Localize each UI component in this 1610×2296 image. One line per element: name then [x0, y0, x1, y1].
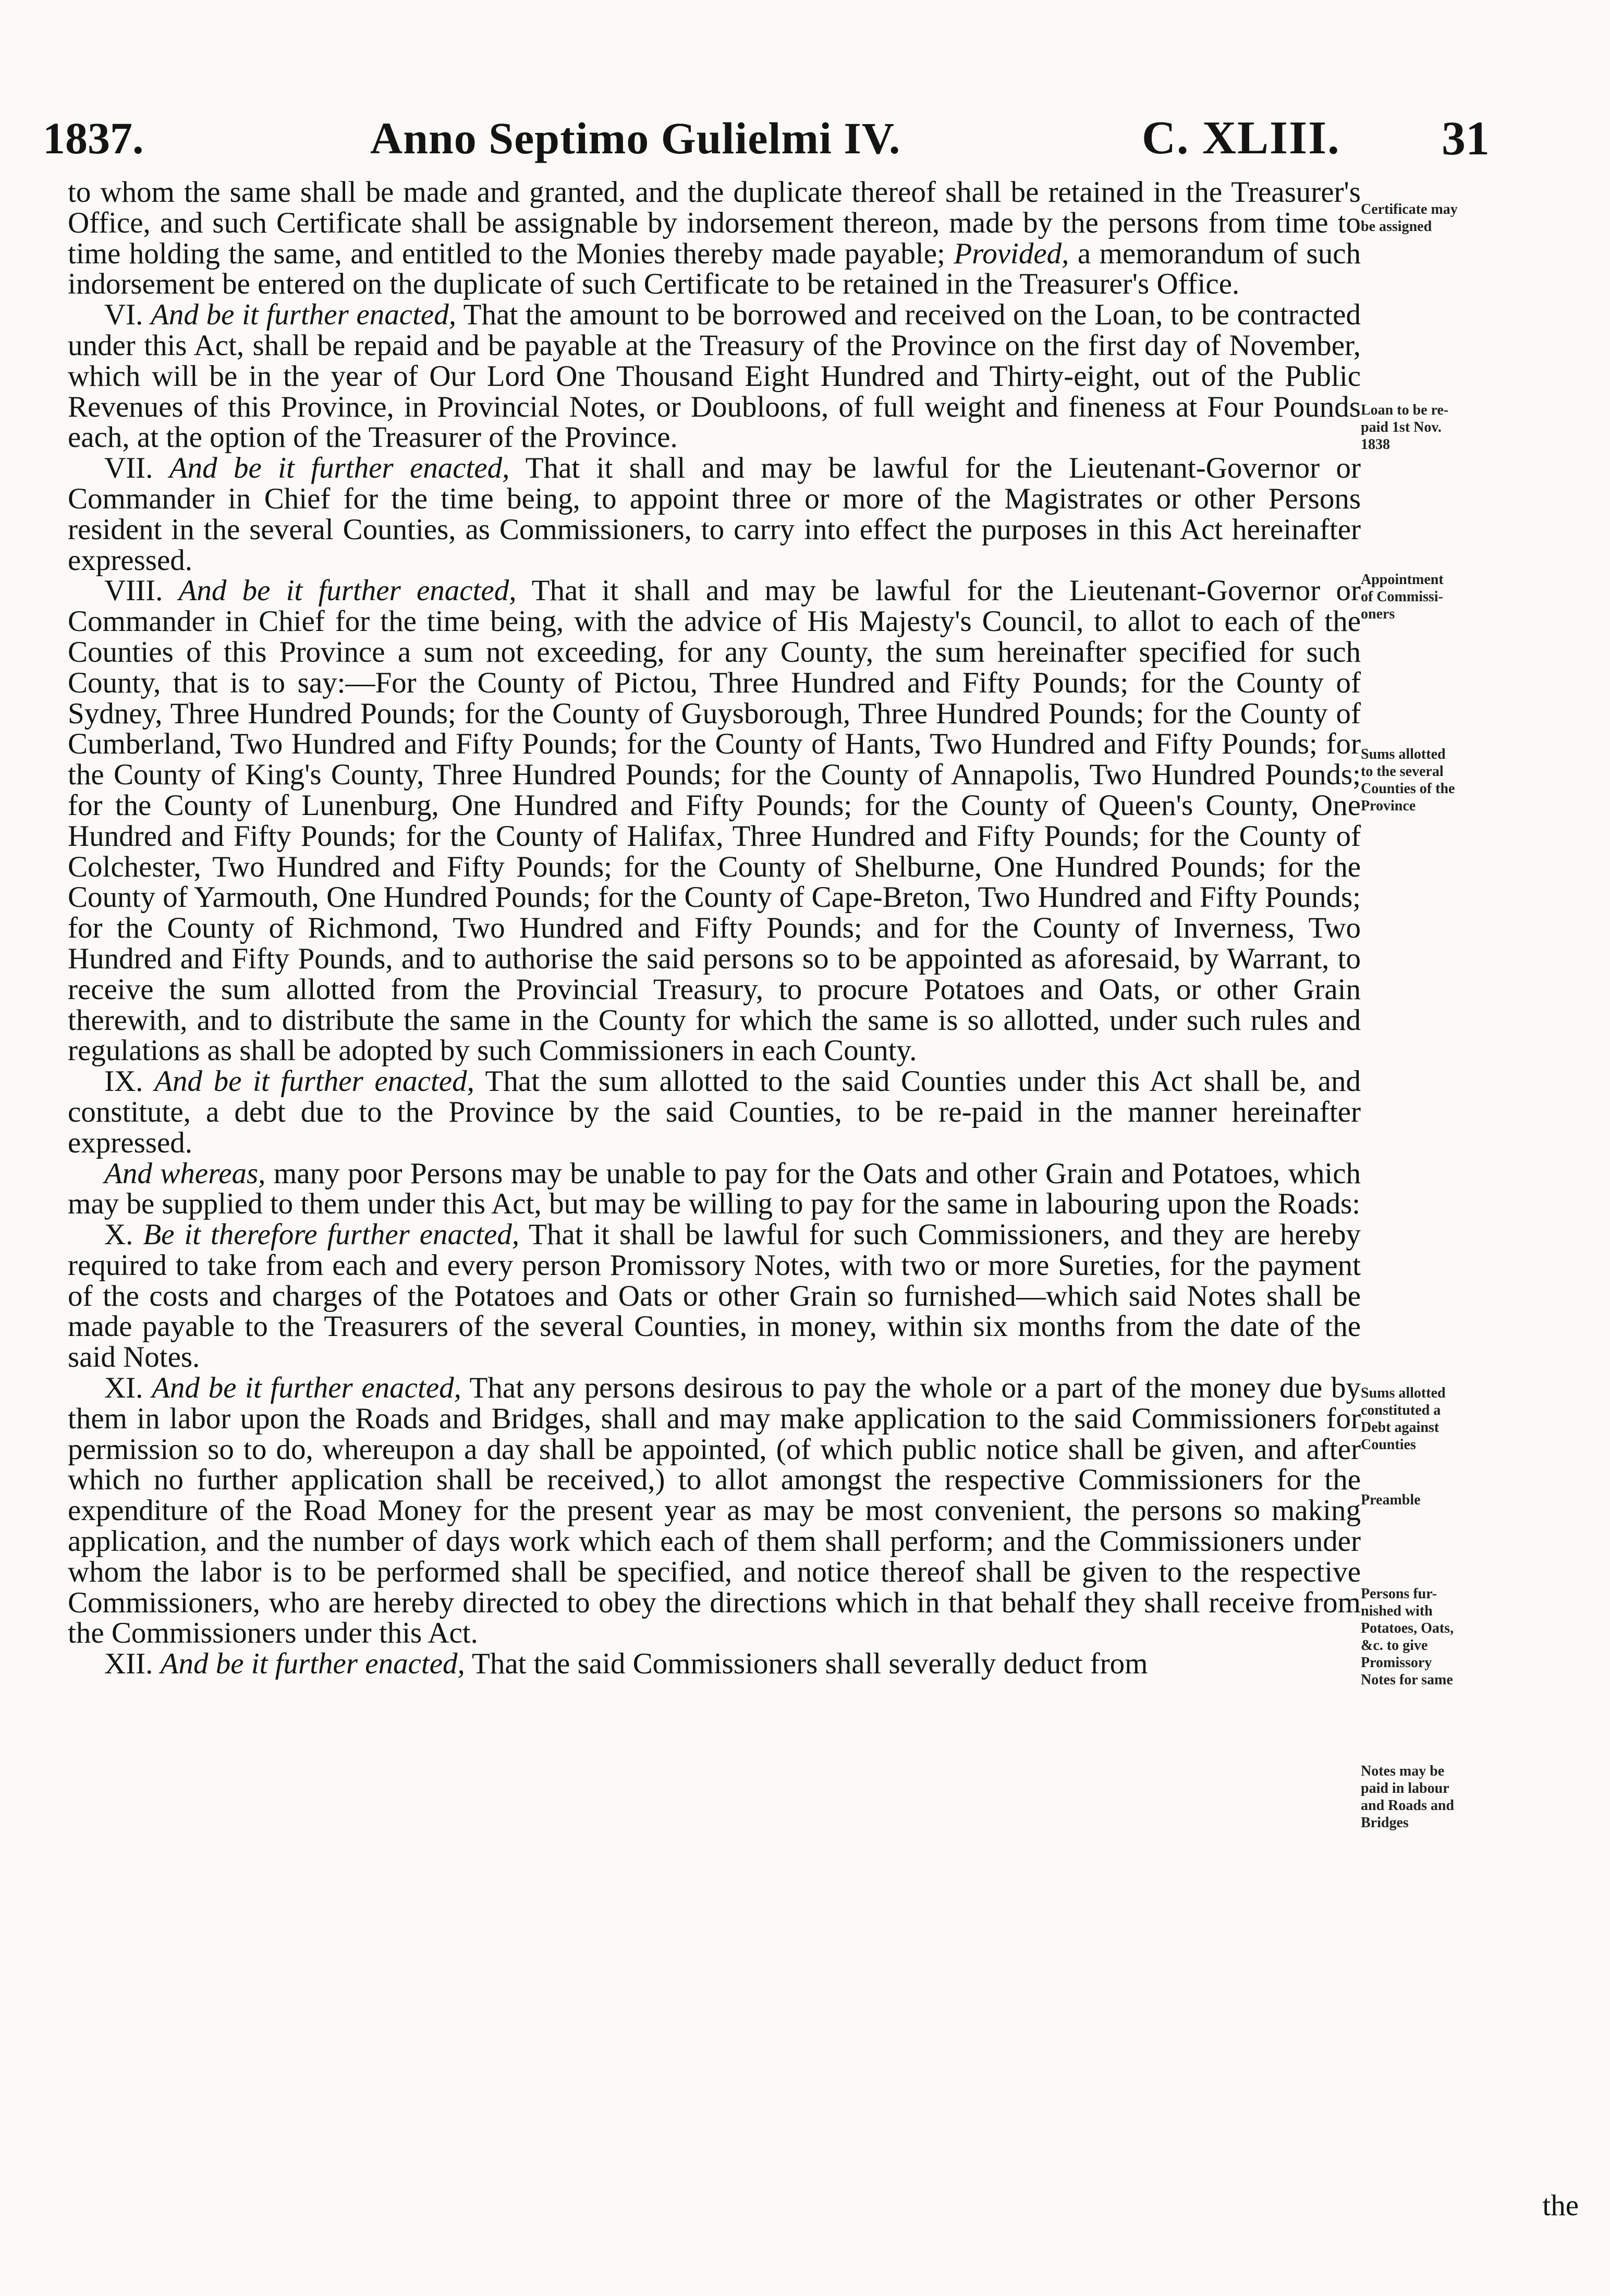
margin-note-line: to the several: [1361, 763, 1444, 780]
margin-note-line: Potatoes, Oats,: [1361, 1620, 1454, 1636]
enacting-clause: And be it further enacted,: [160, 1647, 465, 1681]
section-11: [68, 1373, 1361, 1649]
section-text: That any persons desirous to pay the whole or a part of the money due by them in labor upon the Roads and Bridges, shall and may make application to the said Commissioners for permission so to do, whereupon a day shall be appointed, (of which public notice shall be given, and after which no further application shall be received,) to allot amongst the respective Commissioners for the expenditure of the Road Money for the present year as may be most convenient, the persons so making application, and the number of days work which each of them shall perform; and the Commissioners under whom the labor is to be performed shall be specified, and notice thereof shall be given to the respective Commissioners, who are hereby directed to obey the directions which in that behalf they shall receive from the Commissioners under this Act.: [68, 1371, 1361, 1650]
section-8: [68, 576, 1361, 1066]
section-text: That the sum allotted to the said Counties under this Act shall be, and constitute, a debt due to the Province by the said Counties, to be re-paid in the manner hereinafter expressed.: [68, 1065, 1361, 1159]
section-text: That it shall and may be lawful for the Lieutenant-Governor or Commander in Chief for the time being, to appoint three or more of the Magistrates or other Persons resident in the several Counties, as Commissioners, to carry into effect the purposes in this Act hereinafter expressed.: [68, 452, 1361, 577]
header-year: 1837.: [43, 113, 144, 163]
margin-note-line: paid in labour: [1361, 1780, 1449, 1796]
margin-note-line: be assigned: [1361, 218, 1432, 235]
margin-note-line: Certificate may: [1361, 201, 1458, 217]
margin-note-line: paid 1st Nov.: [1361, 419, 1442, 435]
section-text: That it shall be lawful for such Commissioners, and they are hereby required to take from each and every person Promissory Notes, with two or more Sureties, for the payment of the costs and charges of the Potatoes and Oats or other Grain so furnished—which said Notes shall be made payable to the Treasurers of the several Counties, in money, within six months from the date of the said Notes.: [68, 1218, 1361, 1374]
enacting-clause: And be it further enacted,: [151, 298, 456, 332]
margin-note-labour-payment: [1361, 1763, 1569, 1831]
header-chapter: C. XLIII.: [1142, 112, 1340, 164]
running-head: [0, 107, 1610, 169]
margin-note-line: Promissory: [1361, 1655, 1432, 1671]
section-number: IX.: [104, 1065, 143, 1098]
margin-note-preamble: [1361, 1491, 1569, 1509]
margin-note-line: Notes may be: [1361, 1763, 1445, 1779]
section-number: XI.: [104, 1371, 143, 1405]
margin-note-line: Sums allotted: [1361, 1385, 1446, 1401]
section-number: VIII.: [104, 574, 163, 608]
catchword: the: [1542, 2189, 1579, 2222]
section-text: That the amount to be borrowed and received on the Loan, to be contracted under this Act, shall be repaid and be payable at the Treasury of the Province on the first day of November, which will be in the year of Our Lord One Thousand Eight Hundred and Thirty-eight, out of the Public Revenues of this Province, in Provincial Notes, or Doubloons, of full weight and fineness at Four Pounds each, at the option of the Treasurer of the Province.: [68, 298, 1361, 454]
margin-note-line: and Roads and: [1361, 1797, 1454, 1814]
section-number: XII.: [104, 1647, 153, 1681]
section-12: [68, 1649, 1361, 1680]
margin-note-sums-allotted: [1361, 746, 1569, 815]
margin-note-line: Sums allotted: [1361, 746, 1446, 762]
preamble: [68, 1159, 1361, 1220]
margin-note-debt: [1361, 1384, 1569, 1453]
margin-note-line: of Commissi-: [1361, 589, 1443, 605]
header-title: Anno Septimo Gulielmi IV.: [370, 113, 901, 163]
section-7: [68, 453, 1361, 576]
section-6: [68, 300, 1361, 453]
margin-note-line: Counties: [1361, 1437, 1416, 1453]
section-text: That the said Commissioners shall severally deduct from: [472, 1647, 1148, 1681]
section-text: That it shall and may be lawful for the Lieutenant-Governor or Commander in Chief for the time being, with the advice of His Majesty's Council, to allot to each of the Counties of this Province a sum not exceeding, for any County, the sum hereinafter specified for such County, that is to say:—For the County of Pictou, Three Hundred and Fifty Pounds; for the County of Sydney, Three Hundred Pounds; for the County of Guysborough, Three Hundred Pounds; for the County of Cumberland, Two Hundred and Fifty Pounds; for the County of Hants, Two Hundred and Fifty Pounds; for the County of King's County, Three Hundred Pounds; for the County of Annapolis, Two Hundred Pounds; for the County of Lunenburg, One Hundred and Fifty Pounds; for the County of Queen's County, One Hundred and Fifty Pounds; for the County of Halifax, Three Hundred and Fifty Pounds; for the County of Colchester, Two Hundred and Fifty Pounds; for the County of Shelburne, One Hundred Pounds; for the County of Yarmouth, One Hundred Pounds; for the County of Cape-Breton, Two Hundred and Fifty Pounds; for the County of Richmond, Two Hundred and Fifty Pounds; and for the County of Inverness, Two Hundred and Fifty Pounds, and to authorise the said persons so to be appointed as aforesaid, by Warrant, to receive the sum allotted from the Provincial Treasury, to procure Potatoes and Oats, or other Grain therewith, and to distribute the same in the County for which the same is so allotted, under such rules and regulations as shall be adopted by such Commissioners in each County.: [68, 574, 1361, 1067]
margin-note-line: Province: [1361, 798, 1416, 814]
margin-note-line: Loan to be re-: [1361, 402, 1449, 418]
page-number: 31: [1442, 112, 1490, 165]
enacting-clause: Be it therefore further enacted,: [143, 1218, 520, 1252]
margin-note-line: &c. to give: [1361, 1637, 1428, 1654]
margin-note-line: Notes for same: [1361, 1672, 1453, 1688]
enacting-clause: And be it further enacted,: [154, 1065, 474, 1098]
margin-note-certificate: [1361, 201, 1569, 235]
enacting-clause: And be it further enacted,: [169, 452, 510, 485]
continuation-text-rest: a memorandum of such indorsement be entered on the duplicate of such Certificate to be retained in the Treasurer's Office.: [68, 237, 1361, 301]
margin-note-commissioners: [1361, 571, 1569, 623]
paragraph-continuation: [68, 177, 1361, 300]
body-text: [68, 177, 1361, 1680]
margin-note-line: Debt against: [1361, 1419, 1440, 1436]
margin-note-line: Persons fur-: [1361, 1586, 1437, 1602]
margin-note-loan-repaid: [1361, 402, 1569, 453]
margin-note-line: 1838: [1361, 436, 1390, 453]
margin-note-line: Counties of the: [1361, 781, 1455, 797]
margin-note-line: oners: [1361, 606, 1395, 622]
margin-note-line: Bridges: [1361, 1815, 1409, 1831]
section-number: X.: [104, 1218, 133, 1252]
continuation-text: to whom the same shall be made and granted, and the duplicate thereof shall be retained in the Treasurer's Office, and such Certificate shall be assignable by indorsement thereon, made by the persons from time to time holding the same, and entitled to the Monies thereby made payable;: [68, 176, 1361, 270]
proviso-word: Provided,: [954, 237, 1069, 270]
section-number: VII.: [104, 452, 153, 485]
preamble-lead: And whereas,: [104, 1157, 266, 1190]
margin-note-line: Preamble: [1361, 1492, 1421, 1508]
section-10: [68, 1220, 1361, 1373]
preamble-text: many poor Persons may be unable to pay for the Oats and other Grain and Potatoes, which may be supplied to them under this Act, but may be willing to pay for the same in labouring upon the Roads:: [68, 1157, 1361, 1221]
margin-note-promissory-notes: [1361, 1585, 1569, 1688]
margin-note-line: nished with: [1361, 1603, 1433, 1619]
enacting-clause: And be it further enacted,: [178, 574, 517, 608]
section-9: [68, 1066, 1361, 1158]
margin-note-line: Appointment: [1361, 572, 1444, 588]
section-number: VI.: [104, 298, 143, 332]
enacting-clause: And be it further enacted,: [152, 1371, 461, 1405]
margin-note-line: constituted a: [1361, 1402, 1441, 1418]
